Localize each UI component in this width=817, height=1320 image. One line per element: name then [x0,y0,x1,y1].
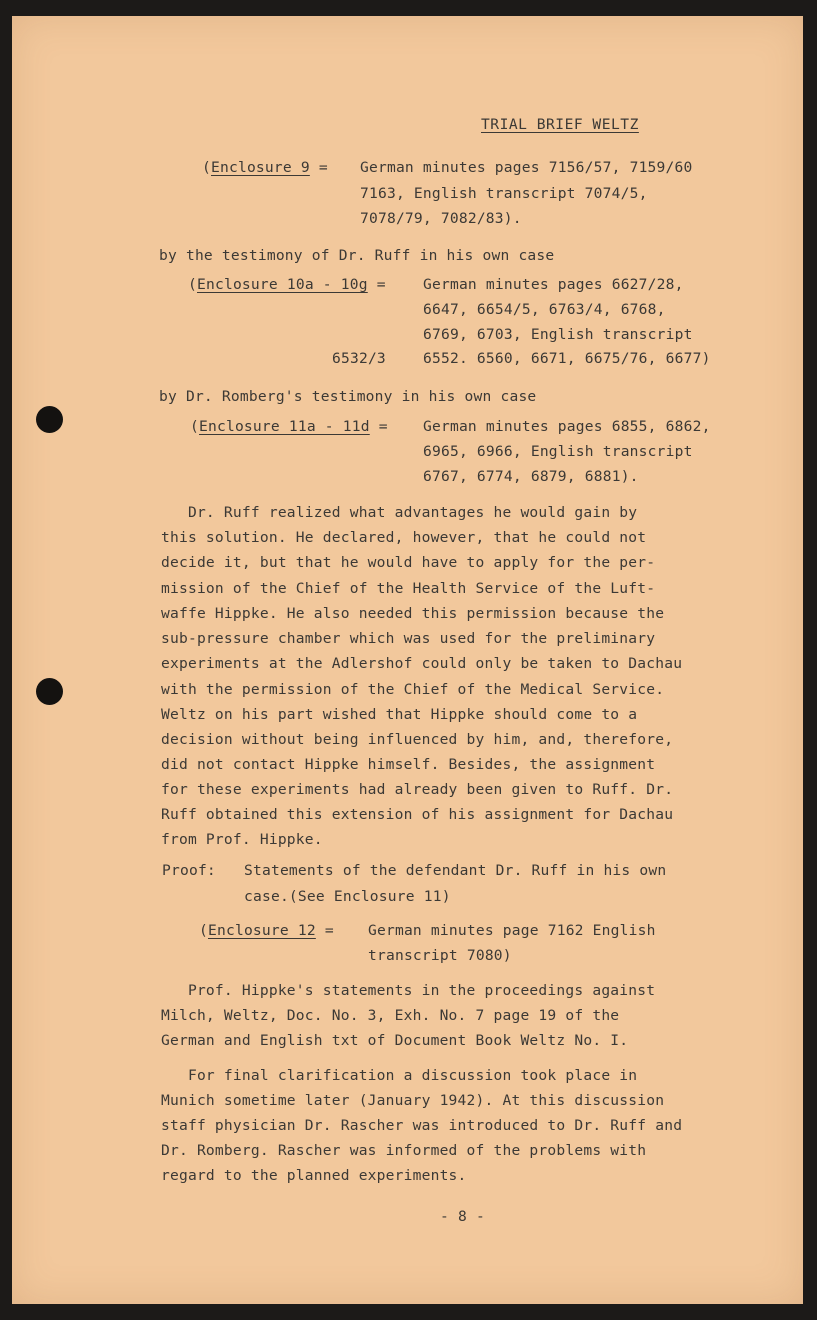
paragraph-1-line-12: for these experiments had already been given to Ruff. Dr. [161,781,674,798]
enclosure-10-label: Enclosure 10a - 10g [197,276,368,293]
paragraph-2-line-2: Milch, Weltz, Doc. No. 3, Exh. No. 7 page 19 of the [161,1007,620,1024]
paragraph-3-line-2: Munich sometime later (January 1942). At this discussion [161,1092,665,1109]
page-number: - 8 - [440,1208,485,1225]
paragraph-2-line-1: Prof. Hippke's statements in the proceedings against [161,982,656,999]
proof-line-1: Statements of the defendant Dr. Ruff in his own [244,862,667,879]
open-paren: ( [202,159,211,176]
paragraph-1-line-4: mission of the Chief of the Health Service of the Luft- [161,580,656,597]
enclosure-9-line-3: 7078/79, 7082/83). [360,210,522,227]
paragraph-1-line-10: decision without being influenced by him, and, therefore, [161,731,674,748]
equals-sign: = [367,276,386,293]
enclosure-10-prefix: 6532/3 [332,350,386,367]
paragraph-3-line-1: For final clarification a discussion took place in [161,1067,638,1084]
paragraph-3-line-3: staff physician Dr. Rascher was introduced to Dr. Ruff and [161,1117,683,1134]
paragraph-1-line-9: Weltz on his part wished that Hippke should come to a [161,706,638,723]
open-paren: ( [188,276,197,293]
enclosure-10-line-4: 6552. 6560, 6671, 6675/76, 6677) [423,350,711,367]
equals-sign: = [369,418,388,435]
punch-hole-bottom [36,678,63,705]
enclosure-10-line-1: German minutes pages 6627/28, [423,276,684,293]
enclosure-12-line-1: German minutes page 7162 English [368,922,656,939]
enclosure-11-label: Enclosure 11a - 11d [199,418,370,435]
open-paren: ( [190,418,199,435]
paragraph-1-line-11: did not contact Hippke himself. Besides, the assignment [161,756,656,773]
enclosure-9-reference [202,161,328,176]
equals-sign: = [315,922,334,939]
paragraph-1-line-2: this solution. He declared, however, that he could not [161,529,647,546]
paragraph-1-line-3: decide it, but that he would have to apply for the per- [161,554,656,571]
enclosure-12-reference [199,924,334,939]
paragraph-1-line-5: waffe Hippke. He also needed this permission because the [161,605,665,622]
punch-hole-top [36,406,63,433]
document-page [12,16,803,1304]
enclosure-11-line-2: 6965, 6966, English transcript [423,443,693,460]
paragraph-1-line-6: sub-pressure chamber which was used for the preliminary [161,630,656,647]
paragraph-1-line-1: Dr. Ruff realized what advantages he would gain by [161,504,638,521]
equals-sign: = [309,159,328,176]
paragraph-2-line-3: German and English txt of Document Book Weltz No. I. [161,1032,629,1049]
enclosure-10-line-3: 6769, 6703, English transcript [423,326,693,343]
paragraph-1-line-14: from Prof. Hippke. [161,831,323,848]
enclosure-12-label: Enclosure 12 [208,922,316,939]
enclosure-11-line-1: German minutes pages 6855, 6862, [423,418,711,435]
proof-label: Proof: [162,862,216,879]
enclosure-9-label: Enclosure 9 [211,159,310,176]
enclosure-12-line-2: transcript 7080) [368,947,512,964]
enclosure-9-line-2: 7163, English transcript 7074/5, [360,185,648,202]
paragraph-3-line-4: Dr. Romberg. Rascher was informed of the problems with [161,1142,647,1159]
enclosure-9-line-1: German minutes pages 7156/57, 7159/60 [360,159,693,176]
page-header-title: TRIAL BRIEF WELTZ [481,116,639,133]
open-paren: ( [199,922,208,939]
enclosure-10-reference [188,278,386,293]
enclosure-11-line-3: 6767, 6774, 6879, 6881). [423,468,639,485]
paragraph-1-line-8: with the permission of the Chief of the Medical Service. [161,681,665,698]
enclosure-10-line-2: 6647, 6654/5, 6763/4, 6768, [423,301,666,318]
paragraph-1-line-13: Ruff obtained this extension of his assignment for Dachau [161,806,674,823]
enclosure-11-reference [190,420,388,435]
romberg-testimony-intro: by Dr. Romberg's testimony in his own case [159,388,537,405]
proof-line-2: case.(See Enclosure 11) [244,888,451,905]
paragraph-1-line-7: experiments at the Adlershof could only be taken to Dachau [161,655,683,672]
paragraph-3-line-5: regard to the planned experiments. [161,1167,467,1184]
ruff-testimony-intro: by the testimony of Dr. Ruff in his own case [159,247,555,264]
